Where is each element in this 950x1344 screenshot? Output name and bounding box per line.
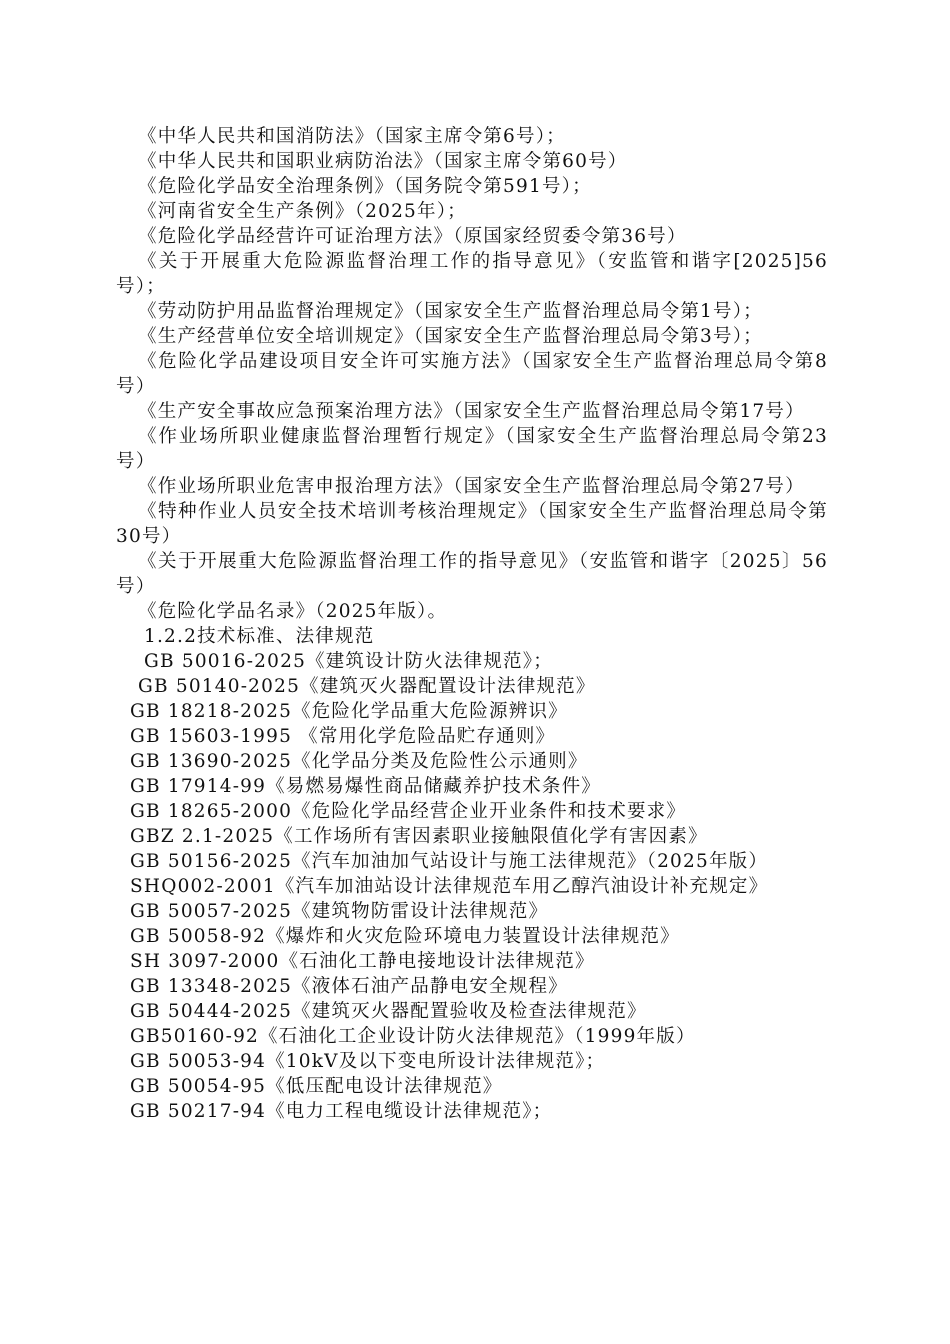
standard-item: GB 50016-2025《建筑设计防火法律规范》； [144,651,553,672]
standard-item: SH 3097-2000《石油化工静电接地设计法律规范》 [130,951,595,972]
standard-item: GB 13690-2025《化学品分类及危险性公示通则》 [130,751,588,772]
standard-item: GB50160-92《石油化工企业设计防火法律规范》（1999年版） [130,1026,696,1047]
law-item: 《危险化学品经营许可证治理方法》（原国家经贸委令第36号） [138,226,687,247]
law-item: 《危险化学品名录》（2025年版）。 [138,601,448,622]
standard-item: GB 50140-2025《建筑灭火器配置设计法律规范》 [138,676,596,697]
standard-item: GB 15603-1995 《常用化学危险品贮存通则》 [130,726,556,747]
section-heading: 1.2.2技术标准、法律规范 [144,626,375,647]
law-item: 《中华人民共和国职业病防治法》（国家主席令第60号） [138,151,628,172]
standard-item: GB 50057-2025《建筑物防雷设计法律规范》 [130,901,549,922]
standard-item: GB 50444-2025《建筑灭火器配置验收及检查法律规范》 [130,1001,647,1022]
document-body [116,124,828,1124]
standard-item: SHQ002-2001《汽车加油站设计法律规范车用乙醇汽油设计补充规定》 [130,876,769,897]
standard-item: GB 50058-92《爆炸和火灾危险环境电力装置设计法律规范》 [130,926,680,947]
standard-item: GB 50054-95《低压配电设计法律规范》 [130,1076,503,1097]
law-item: 《关于开展重大危险源监督治理工作的指导意见》（安监管和谐字[2025]56号）； [116,251,828,297]
standard-item: GB 50053-94《10kV及以下变电所设计法律规范》； [130,1051,606,1072]
law-item: 《作业场所职业健康监督治理暂行规定》（国家安全生产监督治理总局令第23号） [116,426,828,472]
law-item: 《关于开展重大危险源监督治理工作的指导意见》（安监管和谐字〔2025〕56号） [116,551,828,597]
law-item: 《中华人民共和国消防法》（国家主席令第6号）； [138,126,566,147]
standard-item: GB 18265-2000《危险化学品经营企业开业条件和技术要求》 [130,801,687,822]
law-item: 《生产经营单位安全培训规定》（国家安全生产监督治理总局令第3号）； [138,326,763,347]
standard-item: GB 18218-2025《危险化学品重大危险源辨识》 [130,701,568,722]
law-item: 《劳动防护用品监督治理规定》（国家安全生产监督治理总局令第1号）； [138,301,763,322]
standard-item: GB 13348-2025《液体石油产品静电安全规程》 [130,976,568,997]
law-item: 《特种作业人员安全技术培训考核治理规定》（国家安全生产监督治理总局令第30号） [116,501,828,547]
law-item: 《危险化学品安全治理条例》（国务院令第591号）； [138,176,592,197]
standard-item: GB 50156-2025《汽车加油加气站设计与施工法律规范》（2025年版） [130,851,769,872]
law-item: 《作业场所职业危害申报治理方法》（国家安全生产监督治理总局令第27号） [138,476,805,497]
law-item: 《危险化学品建设项目安全许可实施方法》（国家安全生产监督治理总局令第8号） [116,351,828,397]
law-item: 《生产安全事故应急预案治理方法》（国家安全生产监督治理总局令第17号） [138,401,805,422]
law-item: 《河南省安全生产条例》（2025年）； [138,201,467,222]
standard-item: GB 50217-94《电力工程电缆设计法律规范》； [130,1101,553,1122]
standard-item: GBZ 2.1-2025《工作场所有害因素职业接触限值化学有害因素》 [130,826,708,847]
standard-item: GB 17914-99《易燃易爆性商品储藏养护技术条件》 [130,776,601,797]
